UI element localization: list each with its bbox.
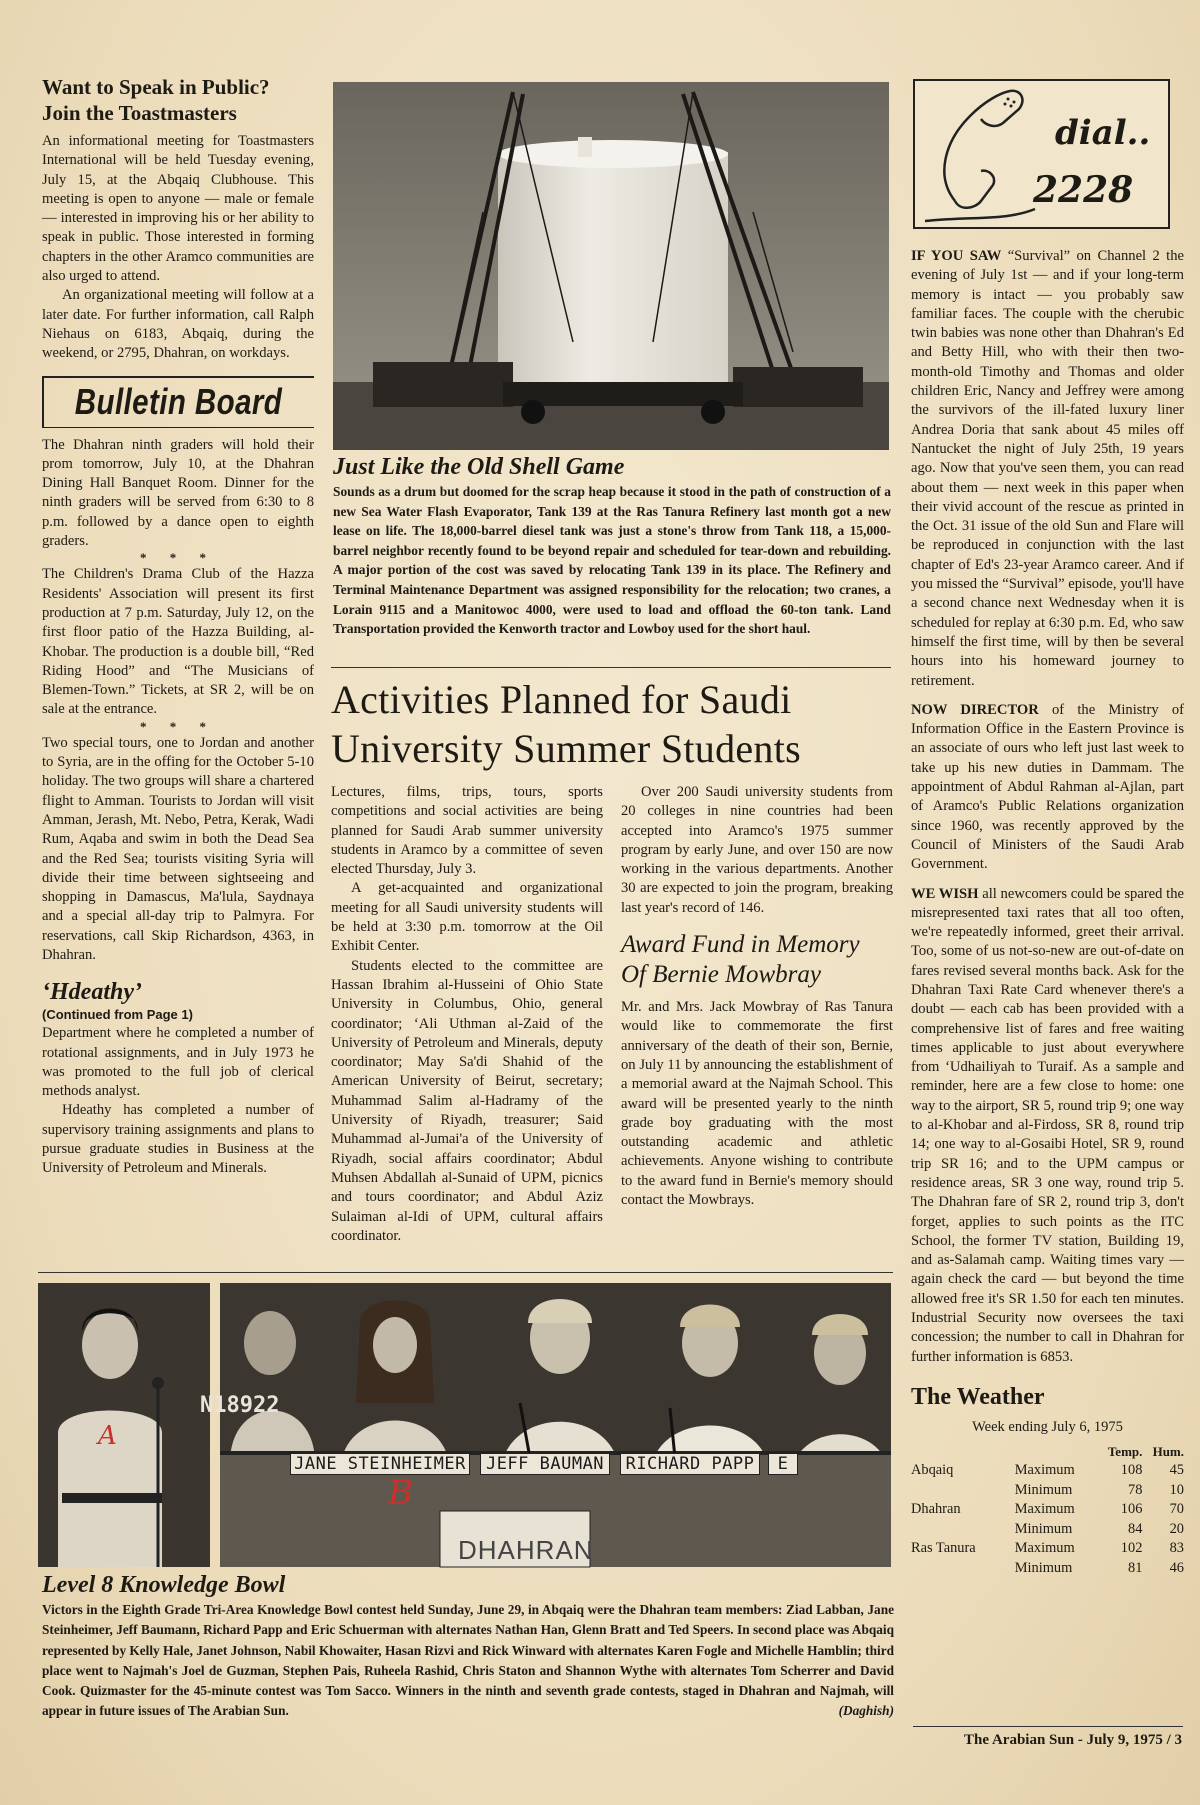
weather-subtitle: Week ending July 6, 1975: [972, 1418, 1123, 1435]
red-mark-a: A: [98, 1421, 117, 1451]
weather-box: [911, 1383, 1184, 1579]
knowledge-bowl-team-photo: [200, 1283, 891, 1567]
hdeathy-article: Department where he completed a number of rotational assignments, and in July 1973 he was promoted to the full job of clerical methods analyst. Hdeathy has completed a number of supervisory training assignments and plans to pursue graduate studies in Business at the University of Petroleum and Minerals.: [42, 1025, 314, 1177]
toastmasters-article: An informational meeting for Toastmasters International will be held Tuesday evening, July 15, at the Abqaiq Clubhouse. This meeting is open to anyone — male or female — interested in improving his or her ability to speak in public. Those interested in forming chapters in the other Aramco communities are also urged to attend. An organizational meeting will follow at a later date. For further information, call Ralph Niehaus on 6183, Abqaiq, during the weekend, or 2795, Dhahran, on workdays.: [42, 133, 314, 362]
red-mark-b: B: [388, 1473, 413, 1513]
tank-caption-body: Sounds as a drum but doomed for the scrap heap because it stood in the path of construction of a new Sea Water Flash Evaporator, Tank 139 at the Ras Tanura Refinery last month got a new lease on life. The 18,000-barrel diesel tank was just a stone's throw from Tank 118, a 15,000-barrel neighbor recently found to be beyond repair and scheduled for tear-down and rebuilding. A major portion of the cost was saved by relocating Tank 139 in its place. The Refinery and Terminal Maintenance Department was assigned responsibility for the relocation; two cranes, a Lorain 9115 and a Manitowoc 4000, were used to load and offload the 60-ton tank. Land Transportation provided the Kenworth tractor and Lowboy used for the short haul.: [333, 484, 891, 637]
dial-word: dial..: [1055, 113, 1151, 153]
bulletin-board-items: [42, 436, 314, 966]
taxi-item: WE WISH all newcomers could be spared the misrepresented taxi rates that all too often, we're repeatedly informed, greet their arrival. Too, some of us not-so-new are out-of-date on fares revised several months back. Ask for the Dhahran Taxi Rate Card whenever there's a doubt — each cab has been provided with a comprehensive list of fares and free waiting times applicable to just about everywhere from ‘Udhailiyah to Turaif. As a sample and reminder, here are a few close to home: one way to the airport, SR 5, round trip 9; one way to al-Khobar and al-Firdoss, SR 8, round trip 14; one way to al-Gosaibi Hotel, SR 9, round trip SR 16; and to the UPM campus or residence areas, SR 3 one way, round trip 5. The Dhahran fare of SR 2, round trip 3, don't forget, applies to such points as the ITC School, the former TV station, Building 19, and as-Salamah camp. Waiting times vary — again check the card — but beyond the time allowed free it's SR 1.50 for each ten minutes. Industrial Security now oversees the taxi concession; the number to call in Dhahran for further information is 6853.: [911, 885, 1184, 1365]
team-table-illustration: [220, 1283, 891, 1567]
photo-credit: (Daghish): [838, 1703, 894, 1719]
nameplate-3: RICHARD PAPP: [620, 1453, 760, 1475]
bulletin-item: The Children's Drama Club of the Hazza Residents' Association will present its first production at 7 p.m. Saturday, July 12, on the first floor patio of the Hazza Building, al-Khobar. The production is a double bill, “Red Riding Hood” and “The Musicians of Blemen-Town.” Tickets, at SR 2, will be on sale at the entrance.: [42, 566, 314, 718]
nameplate-4: E: [768, 1453, 798, 1475]
quizmaster-photo: [38, 1283, 210, 1567]
knowledge-bowl-caption-body: Victors in the Eighth Grade Tri-Area Knowledge Bowl contest held Sunday, June 29, in Abqaiq were the Dhahran team members: Ziad Labban, Jane Steinheimer, Jeff Baumann, Richard Papp and Eric Schuerman with alternates Nathan Han, Glenn Bratt and Ted Speers. In second place was Abqaiq represented by Kelly Hale, Janet Johnson, Nabil Khowaiter, Hasan Rizvi and Rick Winward with alternates Karen Fogle and Michelle Hamblin; third place went to Najmah's Joel de Guzman, Stephen Pais, Ruheela Rashid, Chris Staton and Shannon Wythe with alternates Tom Scherrer and David Cook. Quizmaster for the 45-minute contest was Tom Sacco. Winners in the ninth and seventh grade contests, staged in Dhahran and Najmah, will appear in future issues of The Arabian Sun. (Daghish): [42, 1600, 894, 1722]
table-row: Ras Tanura Maximum 102 83: [911, 1540, 1184, 1557]
section-divider: [331, 667, 891, 668]
table-row: Minimum 84 20: [1014, 1520, 1184, 1537]
knowledge-bowl-title: Level 8 Knowledge Bowl: [42, 1572, 286, 1598]
weather-table: [911, 1442, 1184, 1579]
tank-photo-illustration: [333, 82, 889, 450]
tank-caption: [333, 452, 891, 639]
page-footer: The Arabian Sun - July 9, 1975 / 3: [964, 1732, 1182, 1748]
hum-header: Hum.: [1152, 1443, 1184, 1459]
table-row: Minimum 78 10: [1014, 1481, 1184, 1498]
continued-note: (Continued from Page 1): [42, 1007, 193, 1023]
award-fund-article: Mr. and Mrs. Jack Mowbray of Ras Tanura would like to commemorate the first anniversary of the death of their son, Bernie, on July 11 by announcing the establishment of a memorial award at the Najmah School. This award will be presented yearly to the ninth grade boy graduating with the most outstanding academic and athletic achievements. Anyone wishing to contribute to the award fund in Bernie's memory should contact the Mowbrays.: [621, 999, 893, 1209]
quizmaster-illustration: [38, 1283, 210, 1567]
left-column: [42, 74, 314, 1179]
director-item: NOW DIRECTOR of the Ministry of Information Office in the Eastern Province is an associate of ours who left just last week to take up his new duties in Dammam. The appointment of Abdul Rahman al-Ajlan, part of Aramco's Public Relations organization since 1960, was recently approved by the Council of Ministers of the Saudi Arab Government.: [911, 701, 1184, 873]
bulletin-board-title: Bulletin Board: [75, 381, 283, 423]
dial-number: 2228: [1033, 169, 1134, 211]
activities-column-2: Over 200 Saudi university students from 20 colleges in nine countries had been accepted into Aramco's 1975 summer program by early June, and over 150 are now working in the various departments. Another 30 are expected to join the program, breaking last year's record of 146. Award Fund in Memory Of Bernie Mowbray Mr. and Mrs. Jack Mowbray of Ras Tanura would like to commemorate the first anniversary of the death of their son, Bernie, on July 11 by announcing the establishment of a memorial award at the Najmah School. This award will be presented yearly to the ninth grade boy graduating with the most outstanding academic and athletic achievements. Anyone wishing to contribute to the award fund in Bernie's memory should contact the Mowbrays.: [621, 783, 893, 1210]
right-column: [911, 247, 1184, 1578]
nameplate-2: JEFF BAUMAN: [480, 1453, 610, 1475]
temp-header: Temp.: [1107, 1443, 1143, 1459]
toastmasters-headline: Want to Speak in Public? Join the Toastmasters: [42, 75, 270, 125]
award-fund-title: Award Fund in Memory Of Bernie Mowbray: [621, 931, 860, 989]
nameplate-1: JANE STEINHEIMER: [290, 1453, 470, 1475]
bulletin-item: Two special tours, one to Jordan and another to Syria, are in the offing for the October 5-10 holiday. The two groups will share a chartered flight to Amman. Tourists to Jordan will visit Amman, Jerash, Mt. Nebo, Petra, Kerak, Wadi Rum, Aqaba and swim in both the Dead Sea and the Red Sea; tourists visiting Syria will divide their time between sightseeing and shopping in Damascus, Ma'lula, Saydnaya and a special all-day trip to Palmyra. For reservations, call Skip Richardson, 4363, in Dhahran.: [42, 734, 314, 963]
tank-relocation-photo: [333, 82, 889, 450]
tank-caption-title: Just Like the Old Shell Game: [333, 454, 625, 480]
nameplate-city: DHAHRAN: [458, 1535, 594, 1565]
bulletin-board-header: [42, 376, 314, 428]
hdeathy-title: ‘Hdeathy’: [42, 979, 142, 1006]
activities-headline: Activities Planned for Saudi University Summer Students: [331, 677, 802, 771]
table-row: Dhahran Maximum 106 70: [911, 1501, 1184, 1518]
activities-column-1: Lectures, films, trips, tours, sports competitions and social activities are being planned for Saudi Arab summer university students in Aramco by a committee of seven elected Thursday, July 3. A get-acquainted and organizational meeting for all Saudi university students will be held at 3:30 p.m. tomorrow at the Oil Exhibit Center. Students elected to the committee are Hassan Ibrahim al-Husseini of Ohio State University in Columbus, Ohio, general coordinator; ‘Ali Uthman al-Zaid of the University of Petroleum and Minerals, deputy coordinator; May Sa'di Shahid of the American University of Beirut, secretary; Muhammad Salim al-Hadramy of the University of Riyadh, treasurer; Said Muhammad al-Jumai'a of the University of Riyadh, social affairs coordinator; Abdul Muhsen Abdallah al-Sunaid of UPM, picnics and tours coordinator; and Abdul Aziz Sulaiman al-Idi of UPM, cultural affairs coordinator.: [331, 784, 603, 1244]
photo-number: N18922: [200, 1393, 280, 1418]
item-separator: * * *: [140, 550, 216, 566]
item-separator: * * *: [140, 718, 216, 734]
bulletin-item: The Dhahran ninth graders will hold their prom tomorrow, July 10, at the Dhahran Dining Hall Banquet Room. Dinner for the ninth graders will be served from 6:30 to 8 p.m. followed by a dance open to eighth graders.: [42, 436, 314, 550]
table-row: Abqaiq Maximum 108 45: [911, 1462, 1184, 1479]
knowledge-bowl-caption: [42, 1570, 894, 1722]
table-row: Minimum 81 46: [1014, 1559, 1184, 1576]
weather-title: The Weather: [911, 1383, 1045, 1410]
survival-item: IF YOU SAW “Survival” on Channel 2 the evening of July 1st — and if your long-term memory is intact — you probably saw familiar faces. The couple with the cherubic twin babies was none other than Dhahran's Ed and Betty Hill, who with their then two-month-old Timothy and Thomas and older children Eric, Nancy and Jeffrey were among the survivors of the ill-fated luxury liner Andrea Doria that sank about 45 miles off Nantucket the night of July 25th, 19 years ago. Now that you've seen them, you can read about them — next week in this paper when their vivid account of the rescue as printed in the Oct. 31 issue of the old Sun and Flare will be reproduced in conjunction with the last chapter of Ed's 23-year Aramco career. And if you missed the “Survival” episode, you'll have a second chance next Wednesday when it is scheduled for replay at 6:30 p.m. Ed, who saw himself the first time, will by then be several hours into his homeward journey to retirement.: [911, 248, 1184, 689]
dial-2228-box: [913, 79, 1170, 229]
section-divider: [38, 1272, 893, 1273]
footer-rule: [913, 1726, 1183, 1727]
